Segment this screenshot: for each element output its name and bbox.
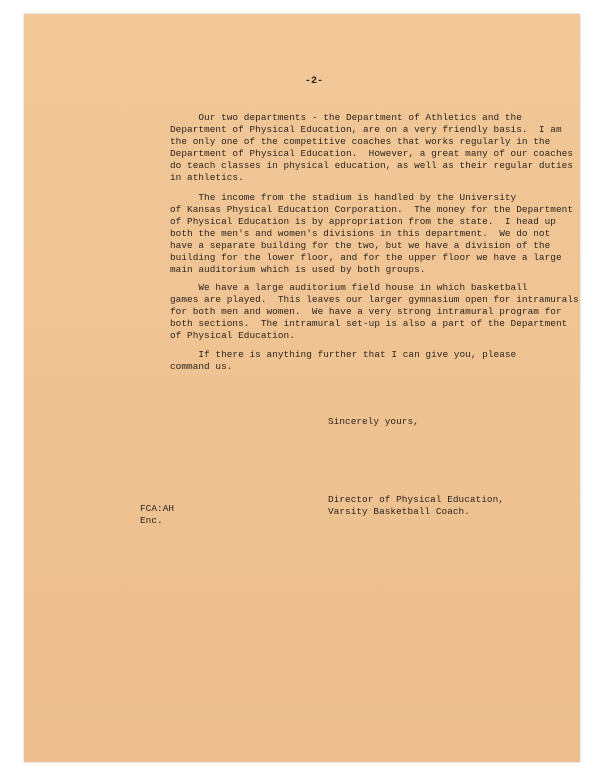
paragraph-line: do teach classes in physical education, as well as their regular duties <box>170 160 573 171</box>
reference-initials <box>140 503 174 527</box>
paragraph-line: building for the lower floor, and for the upper floor we have a large <box>170 252 562 263</box>
signature-title-line: Director of Physical Education, <box>328 494 504 505</box>
signature-title-line: Varsity Basketball Coach. <box>328 506 470 517</box>
paragraph-line: of Physical Education. <box>170 330 295 341</box>
paragraph-line: for both men and women. We have a very strong intramural program for <box>170 306 562 317</box>
paragraph-further <box>170 349 570 373</box>
paragraph-line: both the men's and women's divisions in this department. We do not <box>170 228 551 239</box>
initials-line: FCA:AH <box>140 503 175 514</box>
paragraph-line: The income from the stadium is handled by the University <box>170 192 517 203</box>
paragraph-line: of Kansas Physical Education Corporation. The money for the Department <box>170 204 573 215</box>
paragraph-line: Our two departments - the Department of Athletics and the <box>170 112 522 123</box>
page-number: -2- <box>304 76 324 87</box>
closing-salutation: Sincerely yours, <box>328 416 419 427</box>
paragraph-line: main auditorium which is used by both groups. <box>170 264 426 275</box>
enclosure-line: Enc. <box>140 515 163 526</box>
paragraph-line: If there is anything further that I can give you, please <box>170 349 517 360</box>
paragraph-line: the only one of the competitive coaches that works regularly in the <box>170 136 551 147</box>
paragraph-income <box>170 192 573 276</box>
signature-block <box>328 494 504 518</box>
letter-page <box>24 14 580 762</box>
paragraph-line: Department of Physical Education, are on a very friendly basis. I am <box>170 124 562 135</box>
paragraph-line: We have a large auditorium field house in which basketball <box>170 282 528 293</box>
paragraph-line: both sections. The intramural set-up is also a part of the Department <box>170 318 568 329</box>
paragraph-line: in athletics. <box>170 172 244 183</box>
paragraph-line: Department of Physical Education. However, a great many of our coaches <box>170 148 573 159</box>
paragraph-field-house <box>170 282 579 342</box>
paragraph-departments <box>170 112 573 184</box>
document-body <box>24 14 580 762</box>
paragraph-line: games are played. This leaves our larger gymnasium open for intramurals <box>170 294 579 305</box>
paragraph-line: of Physical Education is by appropriation from the state. I head up <box>170 216 556 227</box>
paragraph-line: command us. <box>170 361 233 372</box>
paragraph-line: have a separate building for the two, but we have a division of the <box>170 240 551 251</box>
